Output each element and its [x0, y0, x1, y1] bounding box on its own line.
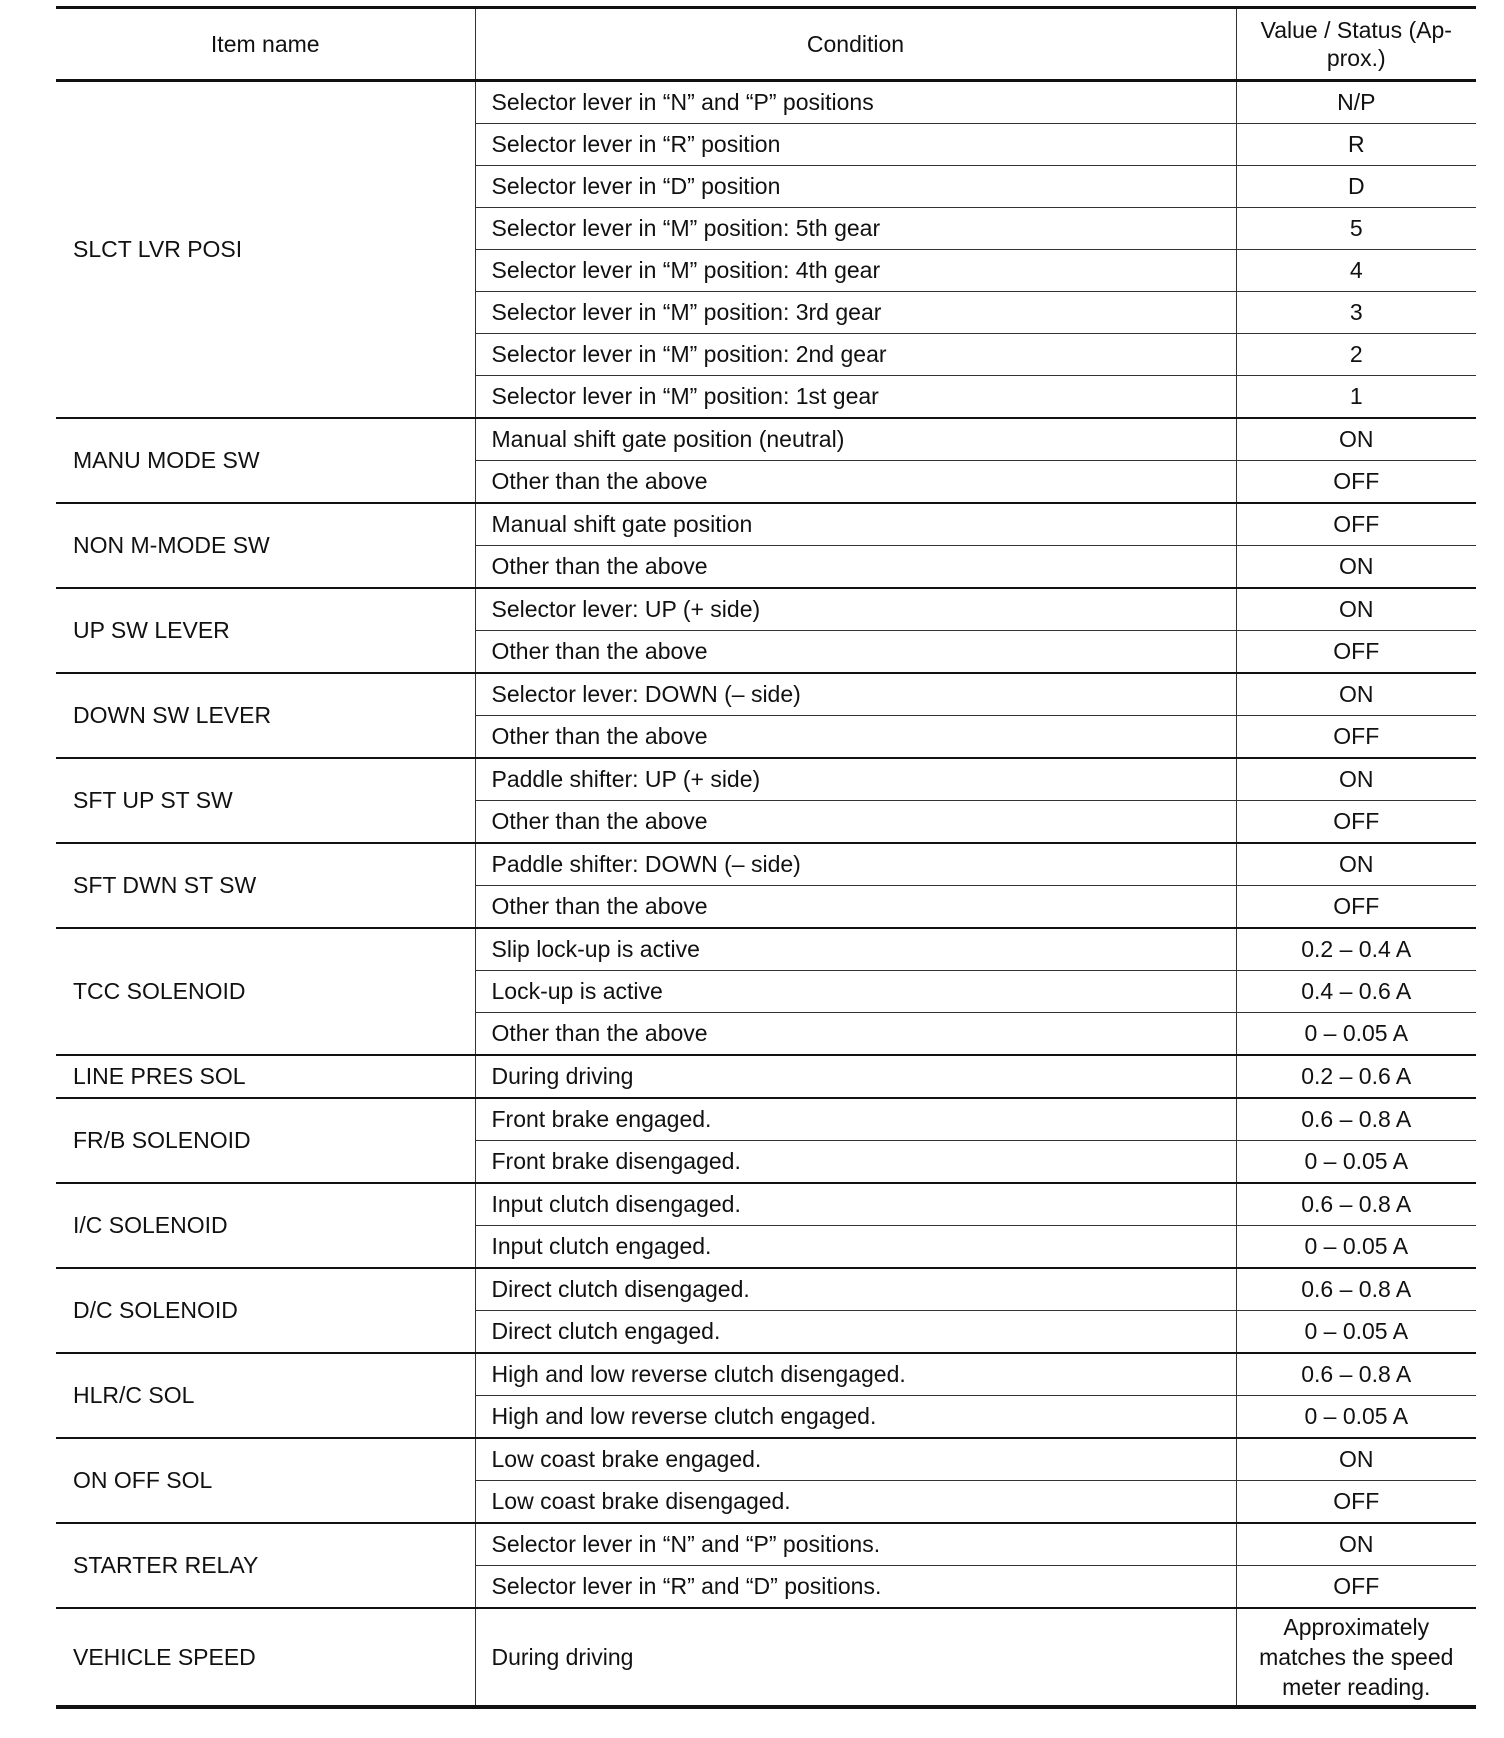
value-cell: OFF	[1236, 716, 1476, 759]
table-row	[56, 1523, 1476, 1566]
item-name-cell: SFT UP ST SW	[56, 758, 475, 843]
value-cell: N/P	[1236, 81, 1476, 124]
condition-cell: Slip lock-up is active	[475, 928, 1236, 971]
table-row	[56, 1608, 1476, 1707]
item-name-cell: SFT DWN ST SW	[56, 843, 475, 928]
condition-cell: Selector lever in “R” position	[475, 124, 1236, 166]
value-cell: 1	[1236, 376, 1476, 419]
table-row	[56, 1268, 1476, 1311]
value-cell: OFF	[1236, 1566, 1476, 1609]
table-row	[56, 843, 1476, 886]
value-cell: 0 – 0.05 A	[1236, 1141, 1476, 1184]
condition-cell: High and low reverse clutch engaged.	[475, 1396, 1236, 1439]
condition-cell: Selector lever in “N” and “P” positions.	[475, 1523, 1236, 1566]
value-cell: 0.6 – 0.8 A	[1236, 1353, 1476, 1396]
condition-cell: Selector lever: DOWN (– side)	[475, 673, 1236, 716]
condition-cell: Manual shift gate position (neutral)	[475, 418, 1236, 461]
item-name-cell: VEHICLE SPEED	[56, 1608, 475, 1707]
value-cell: 3	[1236, 292, 1476, 334]
condition-cell: Low coast brake disengaged.	[475, 1481, 1236, 1524]
value-cell: 0.6 – 0.8 A	[1236, 1098, 1476, 1141]
value-cell: ON	[1236, 843, 1476, 886]
item-name-cell: FR/B SOLENOID	[56, 1098, 475, 1183]
condition-cell: Input clutch engaged.	[475, 1226, 1236, 1269]
item-name-cell: MANU MODE SW	[56, 418, 475, 503]
header-row	[56, 8, 1476, 81]
value-cell: ON	[1236, 1523, 1476, 1566]
table-row	[56, 81, 1476, 124]
value-cell: D	[1236, 166, 1476, 208]
condition-cell: Direct clutch disengaged.	[475, 1268, 1236, 1311]
value-cell: OFF	[1236, 503, 1476, 546]
value-cell: R	[1236, 124, 1476, 166]
value-cell: ON	[1236, 546, 1476, 589]
condition-cell: Other than the above	[475, 716, 1236, 759]
item-name-cell: UP SW LEVER	[56, 588, 475, 673]
value-cell: ON	[1236, 418, 1476, 461]
value-cell: 0.4 – 0.6 A	[1236, 971, 1476, 1013]
value-cell: OFF	[1236, 461, 1476, 504]
condition-cell: Paddle shifter: UP (+ side)	[475, 758, 1236, 801]
condition-cell: Input clutch disengaged.	[475, 1183, 1236, 1226]
value-cell: ON	[1236, 588, 1476, 631]
value-cell: 0 – 0.05 A	[1236, 1013, 1476, 1056]
item-name-cell: TCC SOLENOID	[56, 928, 475, 1055]
value-cell: 0.2 – 0.4 A	[1236, 928, 1476, 971]
condition-cell: Front brake disengaged.	[475, 1141, 1236, 1184]
item-name-cell: STARTER RELAY	[56, 1523, 475, 1608]
condition-cell: Direct clutch engaged.	[475, 1311, 1236, 1354]
header-value-status: Value / Status (Ap-prox.)	[1236, 8, 1476, 81]
condition-cell: Selector lever in “M” position: 5th gear	[475, 208, 1236, 250]
table-row	[56, 758, 1476, 801]
condition-cell: Selector lever: UP (+ side)	[475, 588, 1236, 631]
value-cell: 0 – 0.05 A	[1236, 1396, 1476, 1439]
condition-cell: Manual shift gate position	[475, 503, 1236, 546]
value-cell: 0 – 0.05 A	[1236, 1226, 1476, 1269]
item-name-cell: HLR/C SOL	[56, 1353, 475, 1438]
condition-cell: Other than the above	[475, 461, 1236, 504]
header-item-name: Item name	[56, 8, 475, 81]
condition-cell: Other than the above	[475, 801, 1236, 844]
condition-cell: During driving	[475, 1608, 1236, 1707]
condition-cell: High and low reverse clutch disengaged.	[475, 1353, 1236, 1396]
value-cell: OFF	[1236, 801, 1476, 844]
table-row	[56, 673, 1476, 716]
table-row	[56, 418, 1476, 461]
condition-cell: Front brake engaged.	[475, 1098, 1236, 1141]
value-cell: OFF	[1236, 1481, 1476, 1524]
value-cell: 0.6 – 0.8 A	[1236, 1183, 1476, 1226]
condition-cell: Selector lever in “M” position: 4th gear	[475, 250, 1236, 292]
table-row	[56, 1098, 1476, 1141]
table-row	[56, 1055, 1476, 1098]
table-row	[56, 1438, 1476, 1481]
condition-cell: Other than the above	[475, 1013, 1236, 1056]
value-cell: ON	[1236, 673, 1476, 716]
condition-cell: Selector lever in “D” position	[475, 166, 1236, 208]
table-header	[56, 8, 1476, 81]
header-condition: Condition	[475, 8, 1236, 81]
condition-cell: Other than the above	[475, 631, 1236, 674]
condition-cell: Other than the above	[475, 886, 1236, 929]
value-cell: 0 – 0.05 A	[1236, 1311, 1476, 1354]
item-name-cell: NON M-MODE SW	[56, 503, 475, 588]
value-cell: Approximately matches the speed meter reading.	[1236, 1608, 1476, 1707]
value-cell: ON	[1236, 1438, 1476, 1481]
item-name-cell: I/C SOLENOID	[56, 1183, 475, 1268]
table-row	[56, 503, 1476, 546]
condition-cell: Lock-up is active	[475, 971, 1236, 1013]
item-name-cell: LINE PRES SOL	[56, 1055, 475, 1098]
condition-cell: During driving	[475, 1055, 1236, 1098]
condition-cell: Selector lever in “M” position: 3rd gear	[475, 292, 1236, 334]
condition-cell: Selector lever in “R” and “D” positions.	[475, 1566, 1236, 1609]
condition-cell: Selector lever in “N” and “P” positions	[475, 81, 1236, 124]
item-name-cell: ON OFF SOL	[56, 1438, 475, 1523]
table-row	[56, 1183, 1476, 1226]
value-cell: 0.2 – 0.6 A	[1236, 1055, 1476, 1098]
item-name-cell: SLCT LVR POSI	[56, 81, 475, 419]
table-row	[56, 588, 1476, 631]
condition-cell: Other than the above	[475, 546, 1236, 589]
item-name-cell: DOWN SW LEVER	[56, 673, 475, 758]
value-cell: OFF	[1236, 886, 1476, 929]
table-body	[56, 81, 1476, 1708]
condition-cell: Selector lever in “M” position: 1st gear	[475, 376, 1236, 419]
item-name-cell: D/C SOLENOID	[56, 1268, 475, 1353]
data-monitor-table	[56, 6, 1476, 1709]
condition-cell: Selector lever in “M” position: 2nd gear	[475, 334, 1236, 376]
value-cell: ON	[1236, 758, 1476, 801]
value-cell: 4	[1236, 250, 1476, 292]
value-cell: OFF	[1236, 631, 1476, 674]
table-row	[56, 1353, 1476, 1396]
condition-cell: Low coast brake engaged.	[475, 1438, 1236, 1481]
value-cell: 5	[1236, 208, 1476, 250]
table-row	[56, 928, 1476, 971]
value-cell: 2	[1236, 334, 1476, 376]
condition-cell: Paddle shifter: DOWN (– side)	[475, 843, 1236, 886]
value-cell: 0.6 – 0.8 A	[1236, 1268, 1476, 1311]
